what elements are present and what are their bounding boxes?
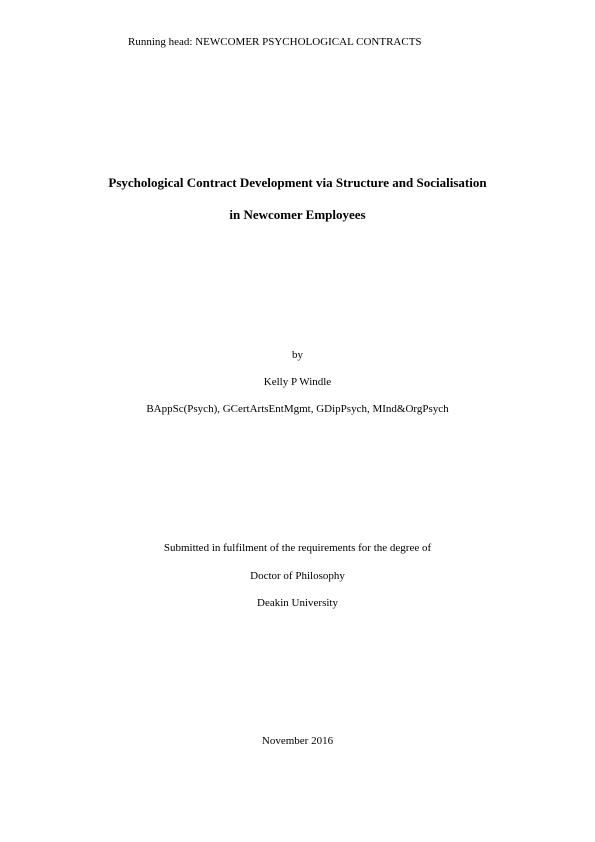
thesis-title-line-1: Psychological Contract Development via Structure and Socialisation: [108, 175, 487, 190]
author-qualifications: BAppSc(Psych), GCertArtsEntMgmt, GDipPsych, MInd&OrgPsych: [146, 403, 449, 415]
thesis-title-line-2: in Newcomer Employees: [229, 207, 366, 222]
by-label: by: [292, 349, 303, 361]
degree-name: Doctor of Philosophy: [250, 570, 345, 582]
running-head: Running head: NEWCOMER PSYCHOLOGICAL CONTRACTS: [128, 36, 422, 48]
submission-statement: Submitted in fulfilment of the requirements for the degree of: [163, 542, 432, 554]
university-name: Deakin University: [257, 597, 338, 609]
author-name: Kelly P Windle: [263, 376, 332, 388]
submission-date: November 2016: [261, 735, 334, 747]
